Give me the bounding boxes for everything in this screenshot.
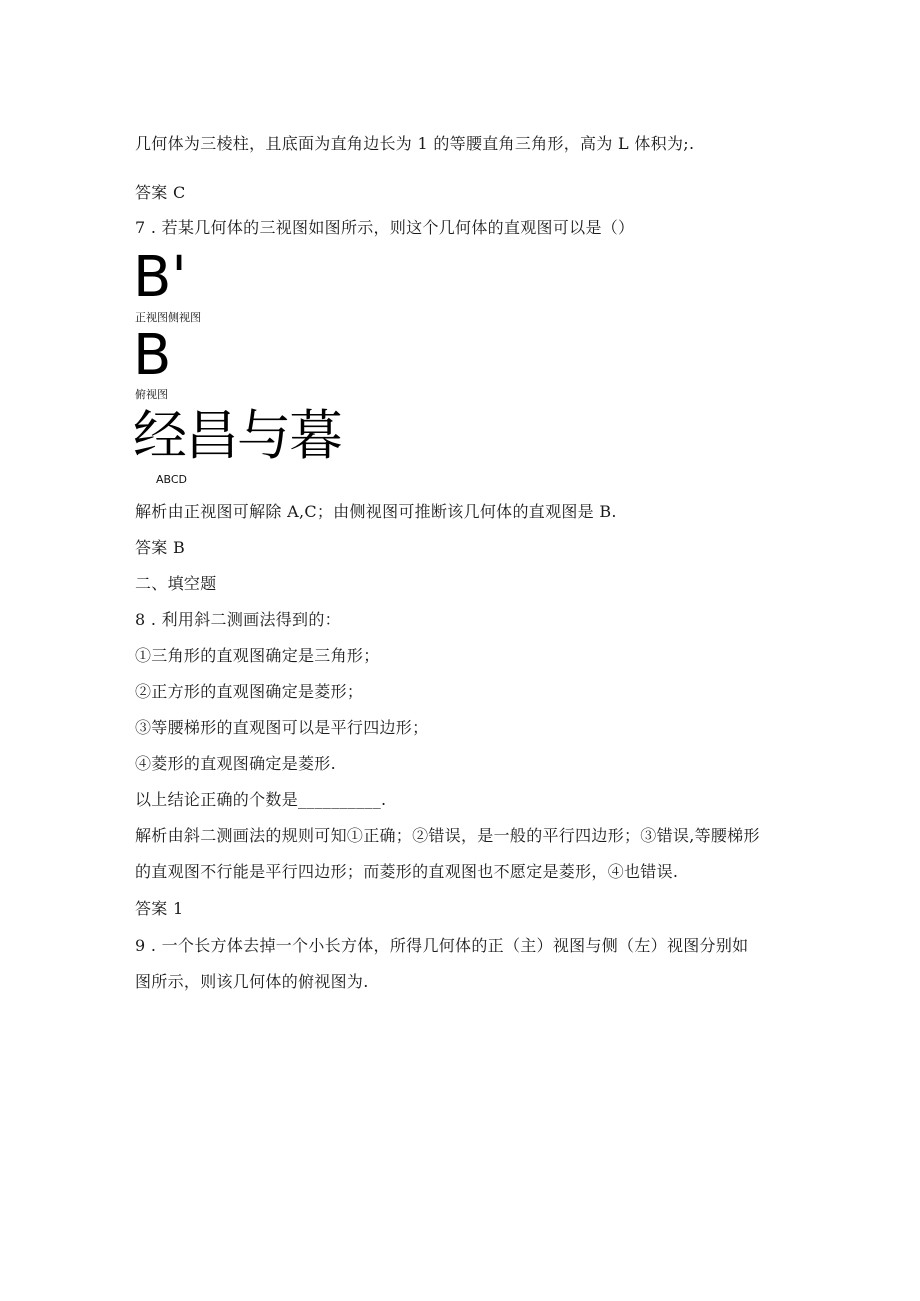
question-8: 8 . 利用斜二测画法得到的：	[135, 610, 341, 629]
question-8-prompt: 以上结论正确的个数是__________.	[135, 790, 387, 809]
figure-options-abcd: 经昌与暮	[133, 404, 341, 467]
figure-top-view: B	[133, 323, 172, 388]
analysis-line-8b: 的直观图不行能是平行四边形；而菱形的直观图也不愿定是菱形，④也错误.	[135, 862, 679, 881]
figure-caption-top: 俯视图	[135, 388, 168, 401]
figure-caption-front-side: 正视图侧视图	[135, 311, 201, 324]
statement-3: ③等腰梯形的直观图可以是平行四边形；	[135, 718, 429, 737]
answer-line-7: 答案 B	[135, 538, 186, 557]
figure-caption-options: ABCD	[156, 473, 188, 486]
question-9b: 图所示，则该几何体的俯视图为.	[135, 972, 369, 991]
analysis-line-8a: 解析由斜二测画法的规则可知①正确；②错误，是一般的平行四边形；③错误,等腰梯形	[135, 826, 760, 845]
answer-line-8: 答案 1	[135, 899, 184, 918]
figure-front-side-view: B'	[133, 245, 187, 310]
statement-1: ①三角形的直观图确定是三角形；	[135, 646, 380, 665]
text-line-1: 几何体为三棱柱，且底面为直角边长为 1 的等腰直角三角形，高为 L 体积为;.	[135, 134, 695, 153]
statement-4: ④菱形的直观图确定是菱形.	[135, 754, 336, 773]
analysis-line-7: 解析由正视图可解除 A,C；由侧视图可推断该几何体的直观图是 B.	[135, 502, 617, 521]
statement-2: ②正方形的直观图确定是菱形；	[135, 682, 364, 701]
answer-line-6: 答案 C	[135, 183, 186, 202]
question-7: 7 . 若某几何体的三视图如图所示，则这个几何体的直观图可以是（）	[135, 218, 635, 237]
question-9a: 9 . 一个长方体去掉一个小长方体，所得几何体的正（主）视图与侧（左）视图分别如	[135, 936, 749, 955]
section-heading: 二、填空题	[135, 574, 217, 593]
